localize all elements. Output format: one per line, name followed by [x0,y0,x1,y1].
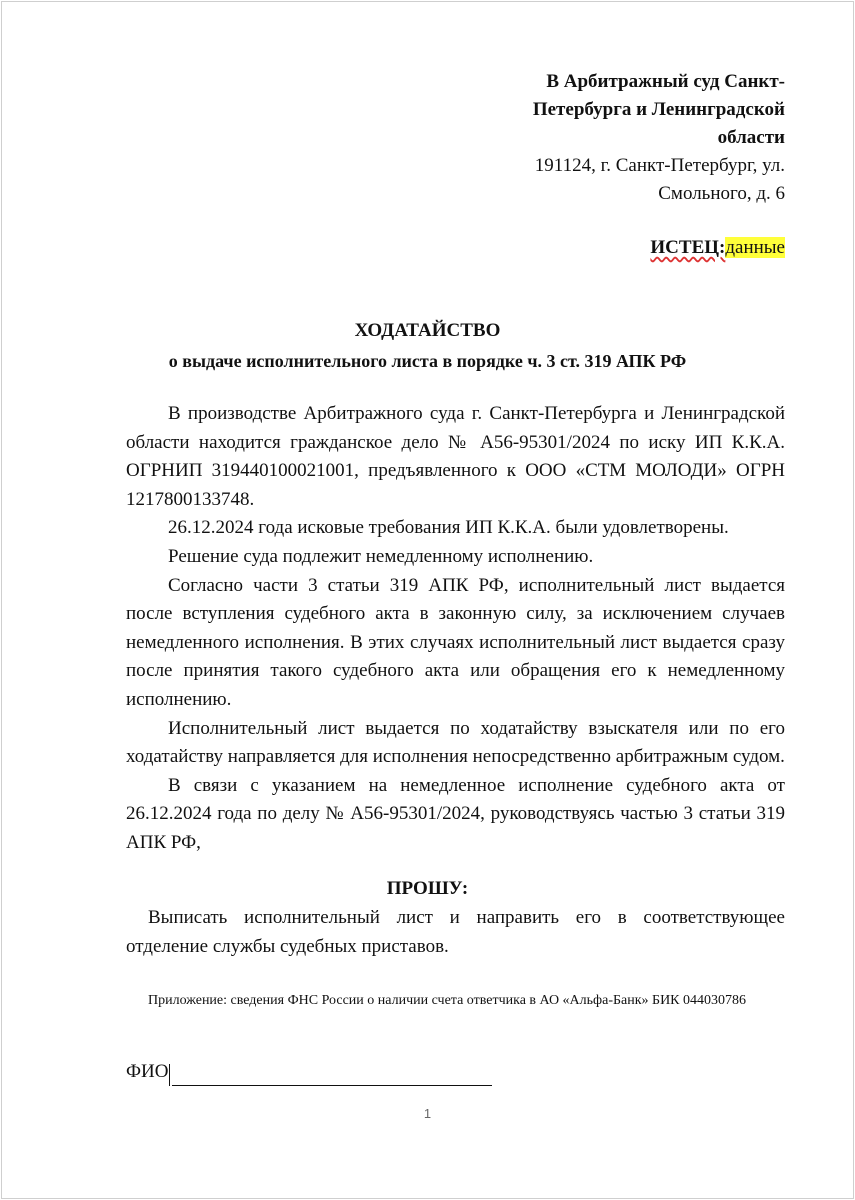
attachment-note: Приложение: сведения ФНС России о наличии счета ответчика в АО «Альфа-Банк» БИК 044030786 [148,993,747,1008]
document-subtitle: о выдаче исполнительного листа в порядке ч. 3 ст. 319 АПК РФ [168,351,687,371]
plaintiff-label: ИСТЕЦ: [650,237,726,258]
signature-line[interactable] [172,1063,492,1086]
court-address-line-2: Смольного, д. 6 [658,183,785,204]
paragraph-grounds: В связи с указанием на немедленное исполнение судебного акта от 26.12.2024 года по делу № А56-95301/2024, руководствуясь частью 3 статьи 319 АПК РФ, [126,774,785,853]
text-cursor [169,1064,170,1086]
document-title: ХОДАТАЙСТВО [354,320,501,341]
request-heading: ПРОШУ: [386,878,469,899]
court-name-line-3: области [717,127,785,148]
paragraph-immediate-execution: Решение суда подлежит немедленному исполнению. [168,545,594,567]
document-body [126,400,785,858]
court-name-line-1: В Арбитражный суд Санкт- [546,71,785,92]
plaintiff-block [650,234,785,262]
addressee-block [455,68,785,208]
court-name-line-2: Петербурга и Ленинградской [532,99,785,120]
page-number: 1 [423,1106,432,1121]
court-address-line-1: 191124, г. Санкт-Петербург, ул. [534,155,785,176]
paragraph-law-reference: Согласно части 3 статьи 319 АПК РФ, исполнительный лист выдается после вступления судебного акта в законную силу, за исключением случаев немедленного исполнения. В этих случаях исполнительный лист выдается сразу после принятия такого судебного акта или обращения его к немедленному исполнению. [126,574,785,710]
signature-block [126,1058,492,1086]
plaintiff-value[interactable]: данные [725,237,785,258]
paragraph-writ-issuance: Исполнительный лист выдается по ходатайству взыскателя или по его ходатайству направляется для исполнения непосредственно арбитражным судом. [126,717,785,768]
paragraph-claims-granted: 26.12.2024 года исковые требования ИП К.К.А. были удовлетворены. [168,517,729,539]
signature-label: ФИО [126,1061,169,1082]
paragraph-case: В производстве Арбитражного суда г. Санкт-Петербурга и Ленинградской области находится гражданское дело № А56-95301/2024 по иску ИП К.К.А. ОГРНИП 319440100021001, предъявленного к ООО «СТМ МОЛОДИ» ОГРН 1217800133748. [126,403,785,510]
request-text: Выписать исполнительный лист и направить его в соответствующее отделение службы судебных приставов. [126,907,785,957]
